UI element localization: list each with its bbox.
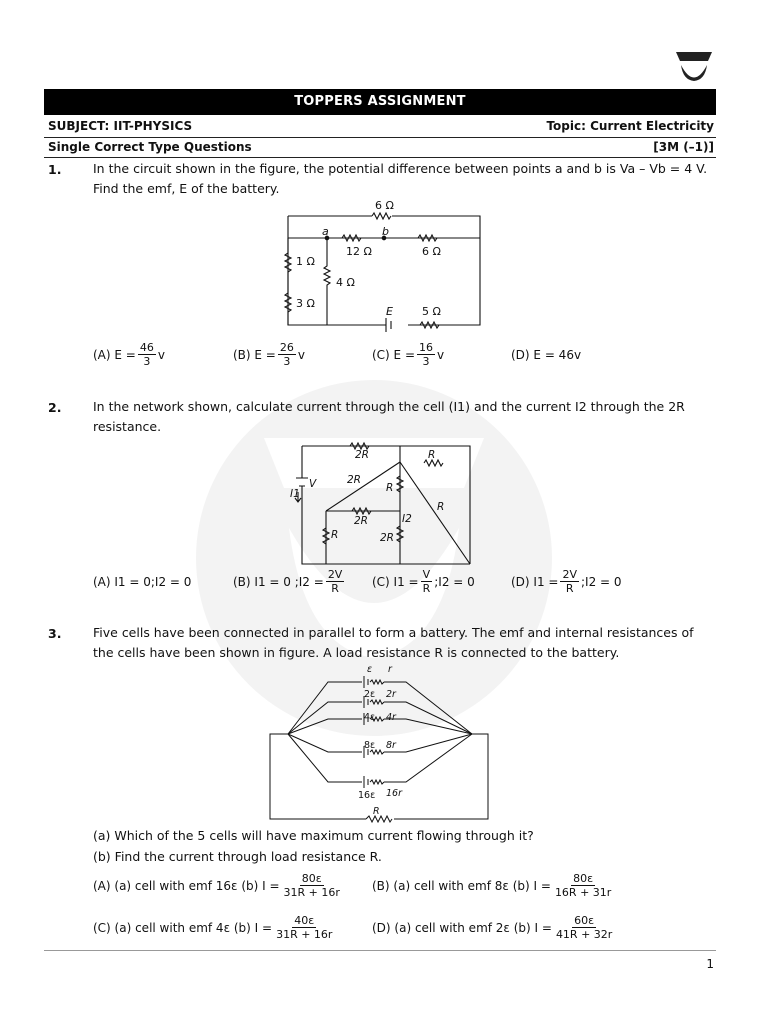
option-c[interactable] (93, 914, 336, 941)
fig-label: 2R (380, 532, 394, 544)
question-number: 1. (48, 162, 62, 177)
fig-label: 16r (386, 788, 402, 799)
circuit-diagram-q2 (290, 440, 480, 565)
option-b[interactable] (233, 568, 346, 595)
numerator: 16 (419, 341, 434, 354)
fig-label: R (386, 482, 394, 494)
fig-label: R (428, 449, 436, 461)
question-text: In the circuit shown in the figure, the potential difference between points a and b is Va – Vb = 4 V. Find the emf, E of the battery. (93, 161, 708, 196)
option-d[interactable] (511, 568, 622, 595)
option-label: (D) I1 = (511, 574, 559, 589)
option-label: (C) I1 = (372, 574, 419, 589)
fig-label: 12 Ω (346, 245, 372, 258)
denominator: R (331, 582, 339, 595)
fraction (282, 872, 342, 899)
option-b[interactable] (372, 872, 615, 899)
option-unit: v (157, 347, 165, 362)
fraction (278, 341, 296, 368)
option-tail: ;I2 = 0 (434, 574, 475, 589)
fig-label: b (382, 225, 389, 238)
option-a[interactable] (93, 872, 344, 899)
numerator: 80ε (301, 872, 322, 885)
fraction (554, 914, 614, 941)
fig-label: R (373, 806, 380, 817)
fig-label: 4r (386, 712, 396, 723)
option-unit: v (297, 347, 305, 362)
denominator: R (422, 582, 431, 595)
fraction (326, 568, 345, 595)
denominator: 3 (422, 355, 430, 368)
topic-label: Topic: Current Electricity (546, 119, 714, 133)
marks-scheme: [3M (–1)] (653, 140, 714, 154)
numerator: 2V (327, 568, 343, 581)
fig-label: 2R (354, 515, 368, 527)
fig-label: E (386, 305, 393, 318)
numerator: 80ε (573, 872, 594, 885)
fig-label: I2 (402, 513, 412, 525)
footer-divider (44, 950, 716, 951)
subject-label: SUBJECT: IIT-PHYSICS (48, 119, 193, 133)
fig-label: 1 Ω (296, 255, 315, 268)
option-a[interactable] (93, 575, 191, 589)
option-d[interactable] (372, 914, 616, 941)
option-label: (A) E = (93, 347, 136, 362)
fig-label: I1 (290, 488, 300, 500)
option-unit: v (437, 347, 445, 362)
fig-label: 2ε (364, 689, 376, 700)
question-number: 2. (48, 400, 62, 415)
numerator: 2V (562, 568, 577, 581)
assignment-banner: TOPPERS ASSIGNMENT (44, 89, 716, 115)
fig-label: 16ε (358, 790, 376, 801)
denominator: 3 (143, 355, 151, 368)
numerator: 26 (279, 341, 294, 354)
fraction (274, 914, 334, 941)
fraction (417, 341, 435, 368)
fraction (553, 872, 613, 899)
option-label: (C) (a) cell with emf 4ε (b) I = (93, 920, 273, 935)
fig-label: 6 Ω (375, 199, 394, 212)
option-b[interactable] (233, 341, 305, 368)
denominator: 31R + 16r (283, 886, 340, 899)
denominator: 31R + 16r (276, 928, 333, 941)
option-a[interactable] (93, 341, 165, 368)
numerator: 60ε (574, 914, 595, 927)
fig-label: R (331, 529, 339, 541)
denominator: 16R + 31r (554, 886, 612, 899)
brand-logo-icon (676, 52, 712, 82)
fraction (421, 568, 433, 595)
fig-label: 2R (347, 474, 361, 486)
option-label: (B) E = (233, 347, 276, 362)
option-label: (B) (a) cell with emf 8ε (b) I = (372, 878, 551, 893)
option-label: (A) (a) cell with emf 16ε (b) I = (93, 878, 280, 893)
fig-label: 3 Ω (296, 297, 315, 310)
denominator: R (565, 582, 574, 595)
fig-label: 5 Ω (422, 305, 441, 318)
fraction (560, 568, 579, 595)
fig-label: 2R (355, 449, 369, 461)
fig-label: 6 Ω (422, 245, 441, 258)
fig-label: r (388, 664, 392, 675)
question-text: In the network shown, calculate current through the cell (I1) and the current I2 through the 2R resistance. (93, 399, 685, 434)
numerator: 40ε (294, 914, 315, 927)
page-number: 1 (706, 957, 714, 971)
option-label: (A) I1 = 0;I2 = 0 (93, 575, 192, 589)
fig-label: 8ε (364, 740, 376, 751)
fig-label: R (437, 501, 445, 513)
fig-label: 4ε (364, 712, 376, 723)
circuit-diagram-q3 (266, 664, 492, 824)
numerator: 46 (139, 341, 154, 354)
header-divider (44, 137, 716, 138)
option-label: (C) E = (372, 347, 416, 362)
numerator: V (422, 568, 431, 581)
fig-label: 4 Ω (336, 276, 355, 289)
sub-question-a: (a) Which of the 5 cells will have maximum current flowing through it? (93, 828, 534, 843)
fig-label: 2r (386, 689, 396, 700)
option-c[interactable] (372, 568, 475, 595)
option-label: (B) I1 = 0 ;I2 = (233, 574, 324, 589)
fig-label: a (322, 225, 329, 238)
section-divider (44, 157, 716, 158)
section-title: Single Correct Type Questions (48, 140, 252, 154)
question-text: Five cells have been connected in parallel to form a battery. The emf and internal resistances of the cells have been shown in figure. A load resistance R is connected to the battery. (93, 625, 694, 660)
option-label: (D) (a) cell with emf 2ε (b) I = (372, 920, 552, 935)
option-d[interactable] (511, 348, 581, 362)
fig-label: V (309, 478, 317, 490)
option-label: (D) E = 46v (511, 348, 582, 362)
denominator: 3 (283, 355, 291, 368)
sub-question-b: (b) Find the current through load resistance R. (93, 849, 382, 864)
option-tail: ;I2 = 0 (581, 574, 622, 589)
option-c[interactable] (372, 341, 444, 368)
fraction (138, 341, 156, 368)
fig-label: ε (367, 664, 373, 675)
fig-label: 8r (386, 740, 396, 751)
question-number: 3. (48, 626, 62, 641)
denominator: 41R + 32r (555, 928, 613, 941)
